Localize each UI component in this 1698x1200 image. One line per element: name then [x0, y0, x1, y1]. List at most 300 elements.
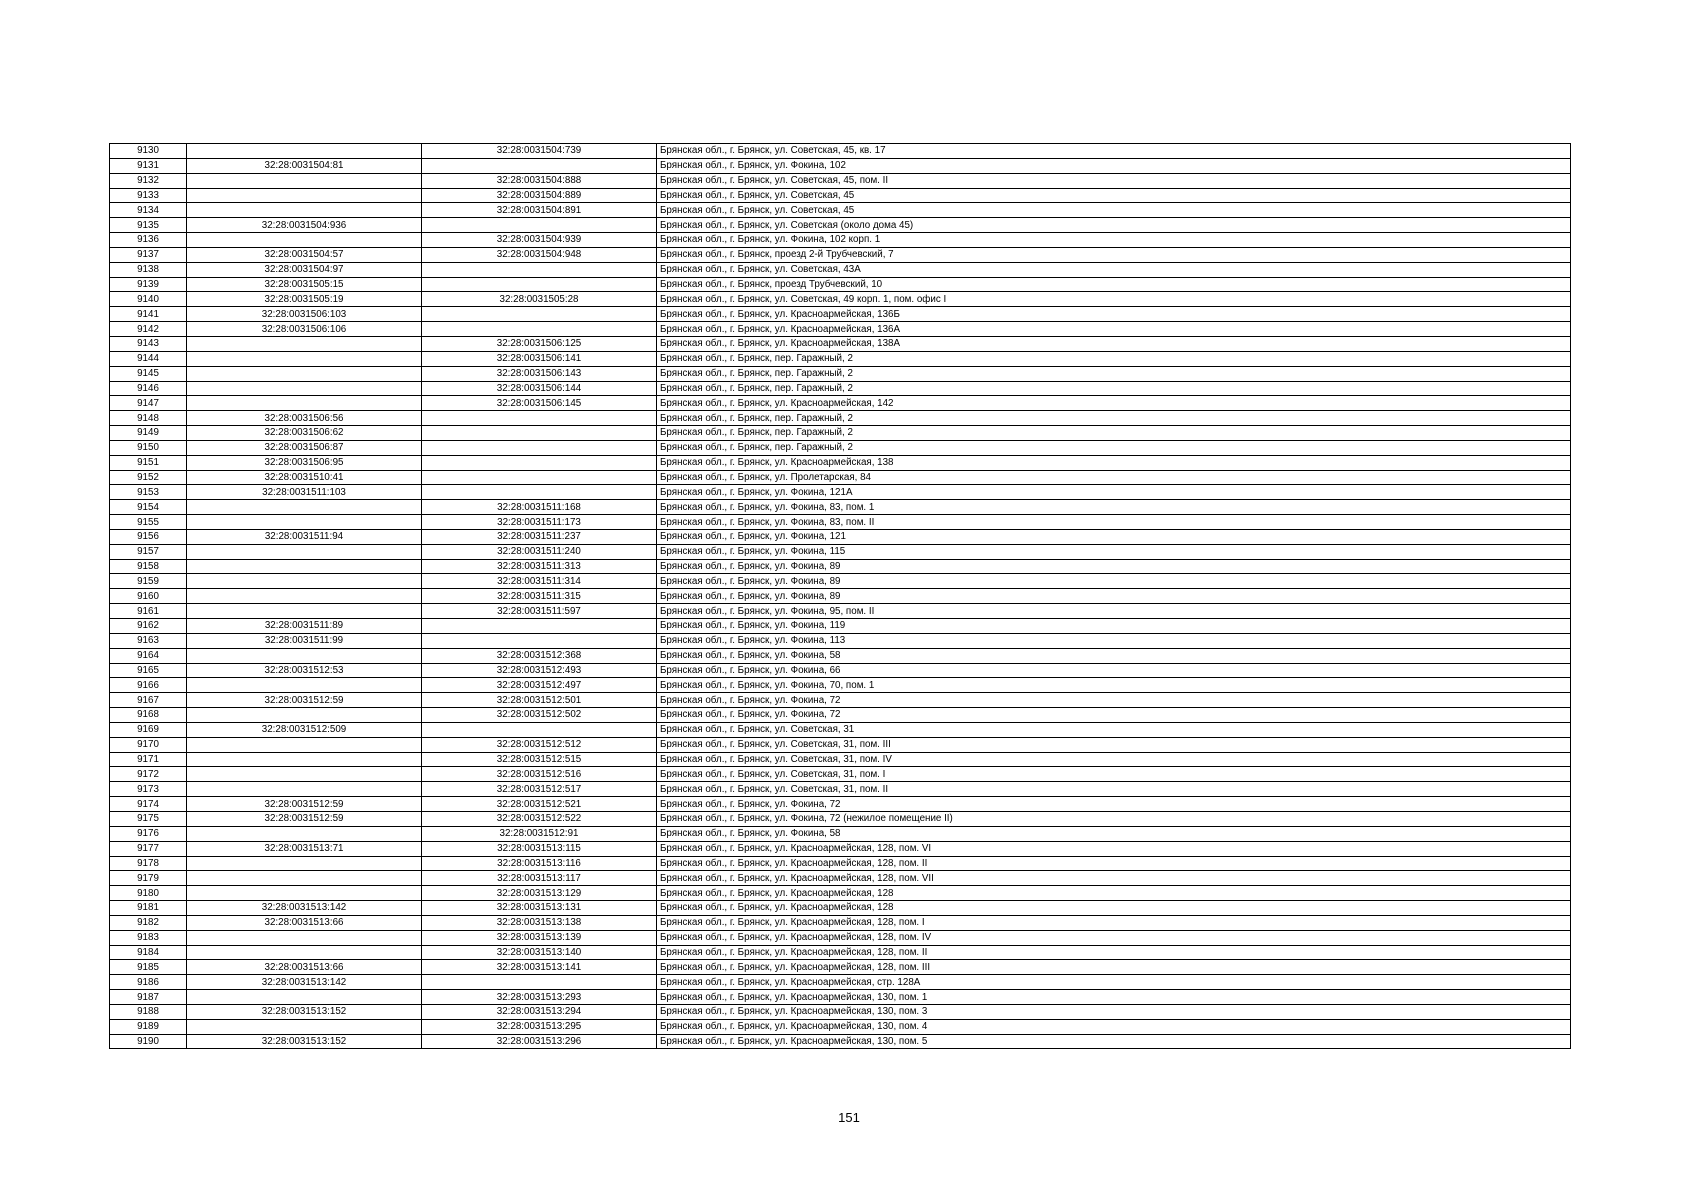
land-cadastral-cell	[187, 752, 422, 767]
table-row	[110, 1034, 1571, 1049]
object-cadastral-cell	[422, 158, 657, 173]
address-cell: Брянская обл., г. Брянск, ул. Советская (около дома 45)	[657, 218, 1571, 233]
row-number-cell: 9174	[110, 797, 187, 812]
address-cell: Брянская обл., г. Брянск, ул. Фокина, 115	[657, 544, 1571, 559]
object-cadastral-cell	[422, 470, 657, 485]
address-cell: Брянская обл., г. Брянск, ул. Красноармейская, 128, пом. III	[657, 960, 1571, 975]
address-cell: Брянская обл., г. Брянск, ул. Фокина, 58	[657, 826, 1571, 841]
object-cadastral-cell: 32:28:0031504:948	[422, 247, 657, 262]
object-cadastral-cell	[422, 218, 657, 233]
table-row	[110, 886, 1571, 901]
object-cadastral-cell: 32:28:0031511:597	[422, 604, 657, 619]
land-cadastral-cell: 32:28:0031512:53	[187, 663, 422, 678]
table-row	[110, 782, 1571, 797]
table-row	[110, 559, 1571, 574]
table-row	[110, 262, 1571, 277]
land-cadastral-cell: 32:28:0031506:87	[187, 440, 422, 455]
row-number-cell: 9157	[110, 544, 187, 559]
object-cadastral-cell: 32:28:0031511:173	[422, 515, 657, 530]
row-number-cell: 9172	[110, 767, 187, 782]
row-number-cell: 9149	[110, 426, 187, 441]
address-cell: Брянская обл., г. Брянск, ул. Советская, 45	[657, 203, 1571, 218]
address-cell: Брянская обл., г. Брянск, ул. Советская, 45	[657, 188, 1571, 203]
table-row	[110, 173, 1571, 188]
register-sheet	[109, 143, 1571, 1049]
row-number-cell: 9151	[110, 455, 187, 470]
land-cadastral-cell	[187, 336, 422, 351]
row-number-cell: 9148	[110, 411, 187, 426]
land-cadastral-cell: 32:28:0031505:15	[187, 277, 422, 292]
address-cell: Брянская обл., г. Брянск, ул. Фокина, 89	[657, 589, 1571, 604]
table-row	[110, 975, 1571, 990]
land-cadastral-cell	[187, 515, 422, 530]
object-cadastral-cell	[422, 633, 657, 648]
table-row	[110, 960, 1571, 975]
object-cadastral-cell: 32:28:0031504:891	[422, 203, 657, 218]
address-cell: Брянская обл., г. Брянск, ул. Красноармейская, 128, пом. I	[657, 915, 1571, 930]
address-cell: Брянская обл., г. Брянск, ул. Красноармейская, 130, пом. 4	[657, 1019, 1571, 1034]
land-cadastral-cell: 32:28:0031512:59	[187, 797, 422, 812]
object-cadastral-cell: 32:28:0031513:296	[422, 1034, 657, 1049]
table-row	[110, 218, 1571, 233]
address-cell: Брянская обл., г. Брянск, пер. Гаражный, 2	[657, 366, 1571, 381]
table-row	[110, 990, 1571, 1005]
row-number-cell: 9161	[110, 604, 187, 619]
object-cadastral-cell: 32:28:0031513:141	[422, 960, 657, 975]
object-cadastral-cell	[422, 975, 657, 990]
row-number-cell: 9150	[110, 440, 187, 455]
land-cadastral-cell: 32:28:0031510:41	[187, 470, 422, 485]
table-row	[110, 322, 1571, 337]
row-number-cell: 9152	[110, 470, 187, 485]
register-body	[110, 144, 1571, 1049]
land-cadastral-cell: 32:28:0031513:152	[187, 1004, 422, 1019]
row-number-cell: 9181	[110, 901, 187, 916]
row-number-cell: 9173	[110, 782, 187, 797]
table-row	[110, 930, 1571, 945]
land-cadastral-cell	[187, 544, 422, 559]
table-row	[110, 678, 1571, 693]
row-number-cell: 9180	[110, 886, 187, 901]
land-cadastral-cell	[187, 737, 422, 752]
object-cadastral-cell: 32:28:0031513:131	[422, 901, 657, 916]
address-cell: Брянская обл., г. Брянск, ул. Красноармейская, 138А	[657, 336, 1571, 351]
table-row	[110, 811, 1571, 826]
address-cell: Брянская обл., г. Брянск, ул. Красноармейская, 136А	[657, 322, 1571, 337]
table-row	[110, 203, 1571, 218]
table-row	[110, 351, 1571, 366]
table-row	[110, 841, 1571, 856]
row-number-cell: 9144	[110, 351, 187, 366]
table-row	[110, 158, 1571, 173]
object-cadastral-cell: 32:28:0031511:314	[422, 574, 657, 589]
table-row	[110, 574, 1571, 589]
address-cell: Брянская обл., г. Брянск, ул. Фокина, 70, пом. 1	[657, 678, 1571, 693]
address-cell: Брянская обл., г. Брянск, пер. Гаражный, 2	[657, 351, 1571, 366]
object-cadastral-cell: 32:28:0031504:939	[422, 233, 657, 248]
object-cadastral-cell: 32:28:0031513:116	[422, 856, 657, 871]
table-row	[110, 426, 1571, 441]
land-cadastral-cell: 32:28:0031506:106	[187, 322, 422, 337]
address-cell: Брянская обл., г. Брянск, ул. Красноармейская, 128, пом. II	[657, 856, 1571, 871]
row-number-cell: 9175	[110, 811, 187, 826]
object-cadastral-cell: 32:28:0031513:139	[422, 930, 657, 945]
row-number-cell: 9156	[110, 529, 187, 544]
row-number-cell: 9187	[110, 990, 187, 1005]
table-row	[110, 737, 1571, 752]
object-cadastral-cell: 32:28:0031512:521	[422, 797, 657, 812]
address-cell: Брянская обл., г. Брянск, ул. Красноармейская, 130, пом. 3	[657, 1004, 1571, 1019]
land-cadastral-cell: 32:28:0031513:142	[187, 975, 422, 990]
table-row	[110, 945, 1571, 960]
row-number-cell: 9190	[110, 1034, 187, 1049]
table-row	[110, 277, 1571, 292]
table-row	[110, 500, 1571, 515]
table-row	[110, 233, 1571, 248]
table-row	[110, 396, 1571, 411]
object-cadastral-cell: 32:28:0031504:888	[422, 173, 657, 188]
object-cadastral-cell: 32:28:0031513:138	[422, 915, 657, 930]
row-number-cell: 9133	[110, 188, 187, 203]
address-cell: Брянская обл., г. Брянск, ул. Фокина, 83, пом. II	[657, 515, 1571, 530]
address-cell: Брянская обл., г. Брянск, ул. Красноармейская, 128	[657, 886, 1571, 901]
address-cell: Брянская обл., г. Брянск, ул. Советская, 31, пом. IV	[657, 752, 1571, 767]
table-row	[110, 515, 1571, 530]
address-cell: Брянская обл., г. Брянск, ул. Советская, 45, пом. II	[657, 173, 1571, 188]
table-row	[110, 366, 1571, 381]
address-cell: Брянская обл., г. Брянск, пер. Гаражный, 2	[657, 411, 1571, 426]
table-row	[110, 589, 1571, 604]
row-number-cell: 9153	[110, 485, 187, 500]
object-cadastral-cell: 32:28:0031511:315	[422, 589, 657, 604]
object-cadastral-cell: 32:28:0031513:294	[422, 1004, 657, 1019]
land-cadastral-cell: 32:28:0031512:59	[187, 811, 422, 826]
row-number-cell: 9155	[110, 515, 187, 530]
table-row	[110, 470, 1571, 485]
land-cadastral-cell	[187, 782, 422, 797]
object-cadastral-cell: 32:28:0031513:295	[422, 1019, 657, 1034]
table-row	[110, 381, 1571, 396]
land-cadastral-cell: 32:28:0031504:81	[187, 158, 422, 173]
land-cadastral-cell: 32:28:0031506:62	[187, 426, 422, 441]
land-cadastral-cell	[187, 589, 422, 604]
table-row	[110, 307, 1571, 322]
address-cell: Брянская обл., г. Брянск, ул. Красноармейская, 128, пом. IV	[657, 930, 1571, 945]
row-number-cell: 9166	[110, 678, 187, 693]
address-cell: Брянская обл., г. Брянск, пер. Гаражный, 2	[657, 426, 1571, 441]
table-row	[110, 797, 1571, 812]
land-cadastral-cell: 32:28:0031505:19	[187, 292, 422, 307]
land-cadastral-cell	[187, 856, 422, 871]
land-cadastral-cell: 32:28:0031513:66	[187, 960, 422, 975]
table-row	[110, 722, 1571, 737]
row-number-cell: 9154	[110, 500, 187, 515]
object-cadastral-cell: 32:28:0031506:145	[422, 396, 657, 411]
address-cell: Брянская обл., г. Брянск, ул. Советская, 31, пом. II	[657, 782, 1571, 797]
land-cadastral-cell: 32:28:0031513:152	[187, 1034, 422, 1049]
land-cadastral-cell: 32:28:0031511:103	[187, 485, 422, 500]
address-cell: Брянская обл., г. Брянск, ул. Красноармейская, 128	[657, 901, 1571, 916]
row-number-cell: 9178	[110, 856, 187, 871]
table-row	[110, 871, 1571, 886]
address-cell: Брянская обл., г. Брянск, ул. Фокина, 102	[657, 158, 1571, 173]
land-cadastral-cell	[187, 930, 422, 945]
land-cadastral-cell	[187, 708, 422, 723]
land-cadastral-cell: 32:28:0031512:59	[187, 693, 422, 708]
object-cadastral-cell	[422, 426, 657, 441]
table-row	[110, 292, 1571, 307]
land-cadastral-cell	[187, 604, 422, 619]
row-number-cell: 9179	[110, 871, 187, 886]
address-cell: Брянская обл., г. Брянск, ул. Красноармейская, 128, пом. II	[657, 945, 1571, 960]
object-cadastral-cell: 32:28:0031506:144	[422, 381, 657, 396]
row-number-cell: 9168	[110, 708, 187, 723]
land-cadastral-cell: 32:28:0031512:509	[187, 722, 422, 737]
table-row	[110, 455, 1571, 470]
table-row	[110, 1004, 1571, 1019]
row-number-cell: 9186	[110, 975, 187, 990]
table-row	[110, 648, 1571, 663]
object-cadastral-cell: 32:28:0031512:368	[422, 648, 657, 663]
object-cadastral-cell: 32:28:0031504:739	[422, 144, 657, 159]
land-cadastral-cell	[187, 144, 422, 159]
row-number-cell: 9177	[110, 841, 187, 856]
land-cadastral-cell: 32:28:0031511:89	[187, 619, 422, 634]
address-cell: Брянская обл., г. Брянск, ул. Фокина, 72 (нежилое помещение II)	[657, 811, 1571, 826]
table-row	[110, 411, 1571, 426]
row-number-cell: 9131	[110, 158, 187, 173]
object-cadastral-cell	[422, 322, 657, 337]
object-cadastral-cell: 32:28:0031512:517	[422, 782, 657, 797]
land-cadastral-cell	[187, 945, 422, 960]
table-row	[110, 247, 1571, 262]
land-cadastral-cell: 32:28:0031506:103	[187, 307, 422, 322]
address-cell: Брянская обл., г. Брянск, ул. Фокина, 66	[657, 663, 1571, 678]
object-cadastral-cell	[422, 411, 657, 426]
object-cadastral-cell: 32:28:0031512:512	[422, 737, 657, 752]
address-cell: Брянская обл., г. Брянск, ул. Фокина, 89	[657, 559, 1571, 574]
address-cell: Брянская обл., г. Брянск, ул. Советская, 49 корп. 1, пом. офис I	[657, 292, 1571, 307]
row-number-cell: 9136	[110, 233, 187, 248]
table-row	[110, 529, 1571, 544]
address-cell: Брянская обл., г. Брянск, ул. Фокина, 95, пом. II	[657, 604, 1571, 619]
table-row	[110, 1019, 1571, 1034]
address-cell: Брянская обл., г. Брянск, ул. Фокина, 121А	[657, 485, 1571, 500]
object-cadastral-cell: 32:28:0031513:117	[422, 871, 657, 886]
land-cadastral-cell	[187, 990, 422, 1005]
address-cell: Брянская обл., г. Брянск, ул. Советская, 31	[657, 722, 1571, 737]
object-cadastral-cell: 32:28:0031512:493	[422, 663, 657, 678]
table-row	[110, 752, 1571, 767]
object-cadastral-cell: 32:28:0031506:143	[422, 366, 657, 381]
address-cell: Брянская обл., г. Брянск, ул. Фокина, 72	[657, 708, 1571, 723]
row-number-cell: 9184	[110, 945, 187, 960]
address-cell: Брянская обл., г. Брянск, ул. Фокина, 83, пом. 1	[657, 500, 1571, 515]
object-cadastral-cell	[422, 440, 657, 455]
address-cell: Брянская обл., г. Брянск, ул. Советская, 31, пом. I	[657, 767, 1571, 782]
object-cadastral-cell: 32:28:0031512:516	[422, 767, 657, 782]
address-cell: Брянская обл., г. Брянск, пер. Гаражный, 2	[657, 440, 1571, 455]
address-cell: Брянская обл., г. Брянск, ул. Красноармейская, 128, пом. VI	[657, 841, 1571, 856]
row-number-cell: 9159	[110, 574, 187, 589]
address-cell: Брянская обл., г. Брянск, ул. Фокина, 121	[657, 529, 1571, 544]
land-cadastral-cell: 32:28:0031504:936	[187, 218, 422, 233]
address-cell: Брянская обл., г. Брянск, ул. Советская, 31, пом. III	[657, 737, 1571, 752]
address-cell: Брянская обл., г. Брянск, ул. Фокина, 72	[657, 797, 1571, 812]
register-table	[109, 143, 1571, 1049]
address-cell: Брянская обл., г. Брянск, ул. Фокина, 119	[657, 619, 1571, 634]
row-number-cell: 9182	[110, 915, 187, 930]
row-number-cell: 9160	[110, 589, 187, 604]
land-cadastral-cell: 32:28:0031513:71	[187, 841, 422, 856]
address-cell: Брянская обл., г. Брянск, ул. Советская, 45, кв. 17	[657, 144, 1571, 159]
table-row	[110, 856, 1571, 871]
row-number-cell: 9130	[110, 144, 187, 159]
address-cell: Брянская обл., г. Брянск, ул. Фокина, 58	[657, 648, 1571, 663]
address-cell: Брянская обл., г. Брянск, ул. Красноармейская, 130, пом. 1	[657, 990, 1571, 1005]
land-cadastral-cell	[187, 500, 422, 515]
address-cell: Брянская обл., г. Брянск, ул. Красноармейская, 136Б	[657, 307, 1571, 322]
object-cadastral-cell: 32:28:0031512:501	[422, 693, 657, 708]
land-cadastral-cell	[187, 648, 422, 663]
object-cadastral-cell: 32:28:0031512:497	[422, 678, 657, 693]
land-cadastral-cell	[187, 188, 422, 203]
land-cadastral-cell	[187, 886, 422, 901]
object-cadastral-cell	[422, 455, 657, 470]
object-cadastral-cell: 32:28:0031512:91	[422, 826, 657, 841]
land-cadastral-cell	[187, 233, 422, 248]
table-row	[110, 144, 1571, 159]
object-cadastral-cell: 32:28:0031511:240	[422, 544, 657, 559]
land-cadastral-cell: 32:28:0031511:94	[187, 529, 422, 544]
table-row	[110, 826, 1571, 841]
land-cadastral-cell: 32:28:0031513:66	[187, 915, 422, 930]
address-cell: Брянская обл., г. Брянск, проезд Трубчевский, 10	[657, 277, 1571, 292]
land-cadastral-cell	[187, 203, 422, 218]
land-cadastral-cell	[187, 1019, 422, 1034]
table-row	[110, 544, 1571, 559]
row-number-cell: 9145	[110, 366, 187, 381]
table-row	[110, 693, 1571, 708]
table-row	[110, 901, 1571, 916]
address-cell: Брянская обл., г. Брянск, ул. Фокина, 113	[657, 633, 1571, 648]
table-row	[110, 915, 1571, 930]
land-cadastral-cell	[187, 559, 422, 574]
row-number-cell: 9147	[110, 396, 187, 411]
land-cadastral-cell	[187, 871, 422, 886]
table-row	[110, 708, 1571, 723]
land-cadastral-cell	[187, 678, 422, 693]
address-cell: Брянская обл., г. Брянск, ул. Красноармейская, 130, пом. 5	[657, 1034, 1571, 1049]
table-row	[110, 633, 1571, 648]
row-number-cell: 9134	[110, 203, 187, 218]
land-cadastral-cell	[187, 366, 422, 381]
land-cadastral-cell: 32:28:0031513:142	[187, 901, 422, 916]
object-cadastral-cell	[422, 619, 657, 634]
address-cell: Брянская обл., г. Брянск, ул. Красноармейская, 138	[657, 455, 1571, 470]
table-row	[110, 485, 1571, 500]
object-cadastral-cell: 32:28:0031511:313	[422, 559, 657, 574]
land-cadastral-cell	[187, 574, 422, 589]
table-row	[110, 440, 1571, 455]
address-cell: Брянская обл., г. Брянск, ул. Фокина, 102 корп. 1	[657, 233, 1571, 248]
row-number-cell: 9137	[110, 247, 187, 262]
row-number-cell: 9146	[110, 381, 187, 396]
table-row	[110, 663, 1571, 678]
address-cell: Брянская обл., г. Брянск, пер. Гаражный, 2	[657, 381, 1571, 396]
land-cadastral-cell	[187, 396, 422, 411]
row-number-cell: 9138	[110, 262, 187, 277]
address-cell: Брянская обл., г. Брянск, проезд 2-й Трубчевский, 7	[657, 247, 1571, 262]
land-cadastral-cell	[187, 826, 422, 841]
object-cadastral-cell: 32:28:0031512:502	[422, 708, 657, 723]
row-number-cell: 9163	[110, 633, 187, 648]
row-number-cell: 9167	[110, 693, 187, 708]
row-number-cell: 9135	[110, 218, 187, 233]
object-cadastral-cell	[422, 722, 657, 737]
object-cadastral-cell: 32:28:0031504:889	[422, 188, 657, 203]
land-cadastral-cell: 32:28:0031511:99	[187, 633, 422, 648]
row-number-cell: 9143	[110, 336, 187, 351]
row-number-cell: 9162	[110, 619, 187, 634]
row-number-cell: 9132	[110, 173, 187, 188]
table-row	[110, 767, 1571, 782]
row-number-cell: 9142	[110, 322, 187, 337]
table-row	[110, 188, 1571, 203]
object-cadastral-cell: 32:28:0031505:28	[422, 292, 657, 307]
row-number-cell: 9189	[110, 1019, 187, 1034]
object-cadastral-cell: 32:28:0031513:293	[422, 990, 657, 1005]
address-cell: Брянская обл., г. Брянск, ул. Фокина, 89	[657, 574, 1571, 589]
page-number: 151	[838, 1110, 860, 1125]
row-number-cell: 9164	[110, 648, 187, 663]
land-cadastral-cell: 32:28:0031504:97	[187, 262, 422, 277]
row-number-cell: 9165	[110, 663, 187, 678]
row-number-cell: 9158	[110, 559, 187, 574]
object-cadastral-cell: 32:28:0031506:141	[422, 351, 657, 366]
table-row	[110, 619, 1571, 634]
table-row	[110, 604, 1571, 619]
object-cadastral-cell	[422, 307, 657, 322]
land-cadastral-cell	[187, 381, 422, 396]
row-number-cell: 9141	[110, 307, 187, 322]
address-cell: Брянская обл., г. Брянск, ул. Красноармейская, 142	[657, 396, 1571, 411]
object-cadastral-cell: 32:28:0031512:515	[422, 752, 657, 767]
row-number-cell: 9185	[110, 960, 187, 975]
row-number-cell: 9140	[110, 292, 187, 307]
row-number-cell: 9188	[110, 1004, 187, 1019]
object-cadastral-cell	[422, 485, 657, 500]
object-cadastral-cell: 32:28:0031513:115	[422, 841, 657, 856]
object-cadastral-cell	[422, 277, 657, 292]
row-number-cell: 9170	[110, 737, 187, 752]
row-number-cell: 9169	[110, 722, 187, 737]
land-cadastral-cell	[187, 173, 422, 188]
object-cadastral-cell: 32:28:0031513:140	[422, 945, 657, 960]
address-cell: Брянская обл., г. Брянск, ул. Пролетарская, 84	[657, 470, 1571, 485]
object-cadastral-cell: 32:28:0031511:168	[422, 500, 657, 515]
table-row	[110, 336, 1571, 351]
row-number-cell: 9139	[110, 277, 187, 292]
land-cadastral-cell: 32:28:0031506:56	[187, 411, 422, 426]
row-number-cell: 9171	[110, 752, 187, 767]
row-number-cell: 9183	[110, 930, 187, 945]
address-cell: Брянская обл., г. Брянск, ул. Красноармейская, стр. 128А	[657, 975, 1571, 990]
object-cadastral-cell: 32:28:0031512:522	[422, 811, 657, 826]
address-cell: Брянская обл., г. Брянск, ул. Фокина, 72	[657, 693, 1571, 708]
object-cadastral-cell: 32:28:0031513:129	[422, 886, 657, 901]
address-cell: Брянская обл., г. Брянск, ул. Красноармейская, 128, пом. VII	[657, 871, 1571, 886]
